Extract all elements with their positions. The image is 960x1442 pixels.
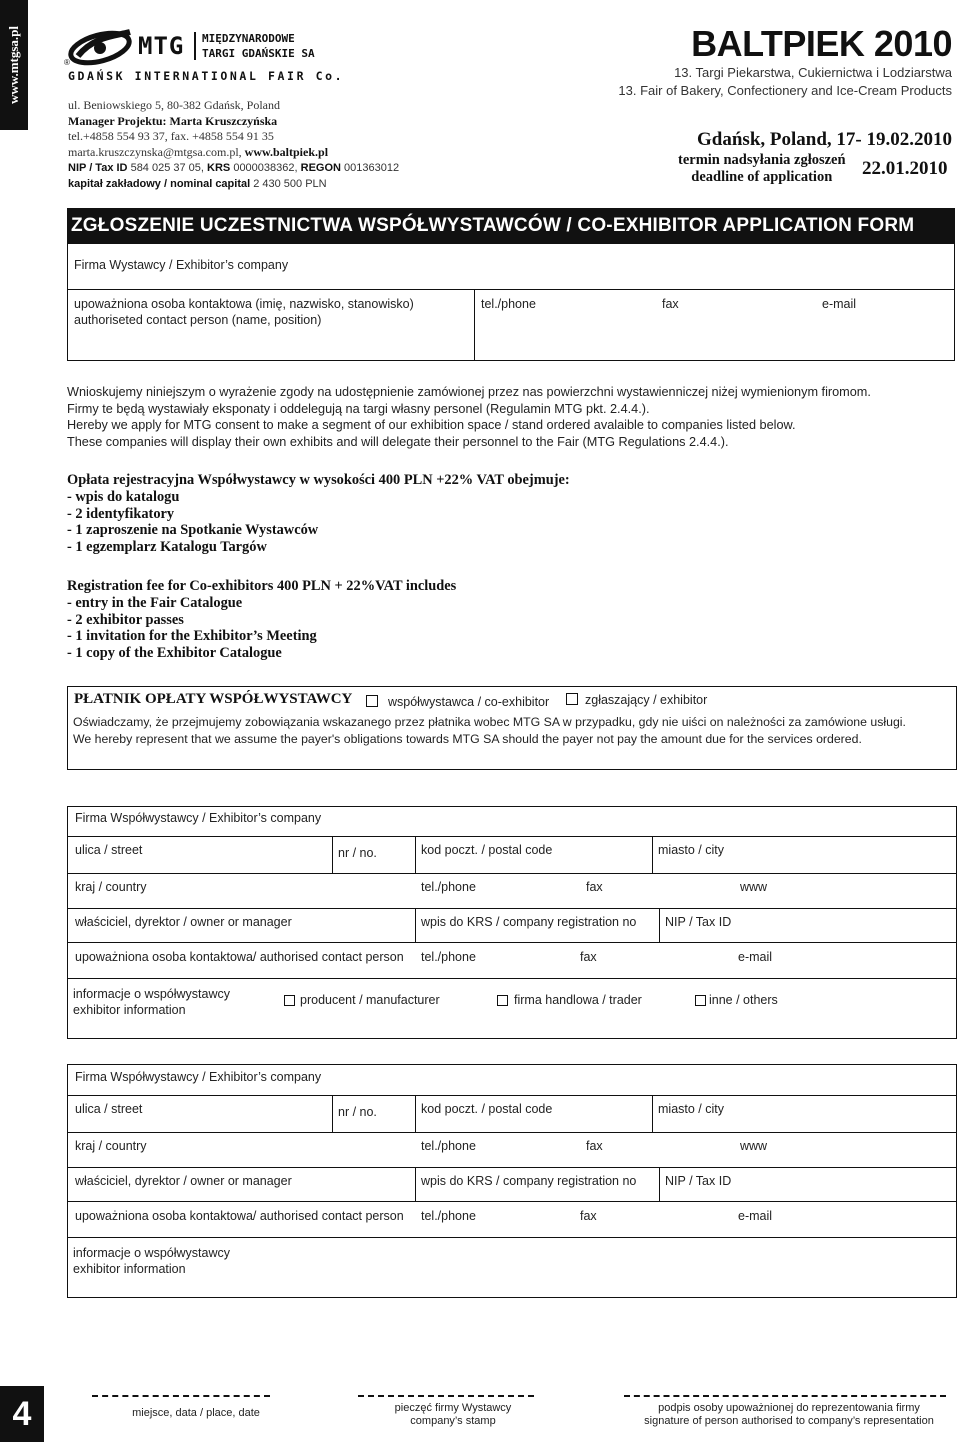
form1-owner-label: właściciel, dyrektor / owner or manager xyxy=(75,915,292,929)
exhibitor-fax-label: fax xyxy=(662,297,679,311)
form1-contact-label: upoważniona osoba kontaktowa/ authorised contact person xyxy=(75,950,404,964)
exhibitor-company-input[interactable] xyxy=(330,252,952,286)
exhibitor-contact-input[interactable] xyxy=(475,313,953,359)
form1-www-label: www xyxy=(740,880,768,894)
form1-email-label: e-mail xyxy=(738,950,773,964)
registered-mark: ® xyxy=(64,58,70,67)
exhibitor-company-label: Firma Wystawcy / Exhibitor’s company xyxy=(74,258,289,272)
payer-exhibitor-label: zgłaszający / exhibitor xyxy=(585,693,708,707)
form1-city-label: miasto / city xyxy=(658,843,724,857)
payer-title: PŁATNIK OPŁATY WSPÓŁWYSTAWCY xyxy=(74,691,353,707)
form2-nr-label: nr / no. xyxy=(338,1105,377,1119)
form2-info-label: informacje o współwystawcy exhibitor information xyxy=(73,1246,230,1276)
form2-company-label: Firma Współwystawcy / Exhibitor’s company xyxy=(75,1070,322,1084)
form2-email-label: e-mail xyxy=(738,1209,773,1223)
form2-contact-phone-label: tel./phone xyxy=(421,1209,476,1223)
form1-trader-label: firma handlowa / trader xyxy=(514,993,642,1007)
form1-others-checkbox[interactable] xyxy=(695,995,706,1006)
form1-col-line xyxy=(332,836,333,873)
stamp-label: pieczęć firmy Wystawcy company’s stamp xyxy=(394,1402,512,1427)
form1-trader-checkbox[interactable] xyxy=(497,995,508,1006)
stamp-line xyxy=(358,1395,534,1397)
form1-postal-label: kod poczt. / postal code xyxy=(421,843,553,857)
form2-contact-fax-label: fax xyxy=(580,1209,597,1223)
logo-name-line1: MIĘDZYNARODOWE xyxy=(202,32,295,45)
form2-krs-label: wpis do KRS / company registration no xyxy=(421,1174,637,1188)
company-ids: NIP / Tax ID 584 025 37 05, KRS 0000038362, REGON 001363012 xyxy=(68,162,400,174)
payer-exhibitor-checkbox[interactable] xyxy=(566,693,578,705)
form1-krs-label: wpis do KRS / company registration no xyxy=(421,915,637,929)
event-title: BALTPIEK 2010 xyxy=(691,23,952,64)
form1-phone-label: tel./phone xyxy=(421,880,476,894)
form1-contact-phone-label: tel./phone xyxy=(421,950,476,964)
form1-row-line xyxy=(67,978,957,979)
form2-row-line xyxy=(67,1237,957,1238)
signature-label: podpis osoby upoważnionej do reprezentowania firmy signature of person authorised to company’s representation xyxy=(644,1402,934,1427)
payer-co-exhibitor-label: współwystawca / co-exhibitor xyxy=(388,695,550,709)
form2-col-line xyxy=(415,1095,416,1132)
form1-row-line xyxy=(67,908,957,909)
project-manager: Manager Projektu: Marta Kruszczyńska xyxy=(68,113,278,128)
form1-info-label: informacje o współwystawcy exhibitor information xyxy=(73,987,230,1017)
form1-row-line xyxy=(67,873,957,874)
fee-list-en: Registration fee for Co-exhibitors 400 PLN + 22%VAT includes - entry in the Fair Catalogue - 2 exhibitor passes - 1 invitation for the Exhibitor’s Meeting - 1 copy of the Exhibitor Catalogue xyxy=(67,578,457,662)
address: ul. Beniowskiego 5, 80-382 Gdańsk, Poland xyxy=(68,98,280,112)
place-date-line xyxy=(92,1395,270,1397)
form1-company-label: Firma Współwystawcy / Exhibitor’s company xyxy=(75,811,322,825)
event-place-date: Gdańsk, Poland, 17- 19.02.2010 xyxy=(697,129,952,150)
signature-line xyxy=(624,1395,946,1397)
form2-col-line xyxy=(652,1095,653,1132)
form1-col-line xyxy=(659,908,660,942)
event-line-en: 13. Fair of Bakery, Confectionery and Ice-Cream Products xyxy=(618,83,952,98)
form1-producer-checkbox[interactable] xyxy=(284,995,295,1006)
exhibitor-email-label: e-mail xyxy=(822,297,857,311)
request-text: Wnioskujemy niniejszym o wyrażenie zgody na udostępnienie zamówionej przez nas powierzchni wystawienniczej niżej wymienionym firomom. Firmy te będą wystawiały eksponaty i oddelegują na targi własny personel (Regulamin MTG pkt. 2.4.4.). Hereby we apply for MTG consent to make a segment of our exhibition space / stand ordered avalaible to companies listed below. These companies will display their own exhibits and will delegate their personnel to the Fair (MTG Regulations 2.4.4.). xyxy=(67,385,871,449)
exhibitor-contact-label: upoważniona osoba kontaktowa (imię, nazwisko, stanowisko) authoriseted contact person (name, position) xyxy=(74,297,414,327)
form2-row-line xyxy=(67,1095,957,1096)
form2-col-line xyxy=(659,1167,660,1201)
capital: kapitał zakładowy / nominal capital 2 430 500 PLN xyxy=(68,177,327,190)
event-line-pl: 13. Targi Piekarstwa, Cukiernictwa i Lodziarstwa xyxy=(674,65,952,80)
fee-list-pl: Opłata rejestracyjna Współwystawcy w wysokości 400 PLN +22% VAT obejmuje: - wpis do katalogu - 2 identyfikatory - 1 zaproszenie na Spotkanie Wystawców - 1 egzemplarz Katalogu Targów xyxy=(67,472,570,556)
logo-divider xyxy=(194,32,196,60)
form1-col-line xyxy=(415,908,416,942)
form2-col-line xyxy=(332,1095,333,1132)
form2-phone-label: tel./phone xyxy=(421,1139,476,1153)
email-web: marta.kruszczynska@mtgsa.com.pl, www.baltpiek.pl xyxy=(68,144,329,159)
form1-col-line xyxy=(652,836,653,873)
form1-contact-fax-label: fax xyxy=(580,950,597,964)
form2-owner-label: właściciel, dyrektor / owner or manager xyxy=(75,1174,292,1188)
page-number: 4 xyxy=(0,1386,44,1442)
form1-country-label: kraj / country xyxy=(75,880,147,894)
place-date-label: miejsce, data / place, date xyxy=(132,1407,260,1419)
logo-name-line2: TARGI GDAŃSKIE SA xyxy=(202,47,315,60)
form1-row-line xyxy=(67,942,957,943)
payer-declaration: Oświadczamy, że przejmujemy zobowiązania wskazanego przez płatnika wobec MTG SA w przypadku, gdy nie uiści on należności za zamówione usługi. We hereby represent that we assume the payer's obligations towards MTG SA should the payer not pay the amount due for the services ordered. xyxy=(73,715,906,746)
event-header xyxy=(618,24,952,100)
mtg-swoosh-icon xyxy=(64,26,136,70)
form2-country-label: kraj / country xyxy=(75,1139,147,1153)
website-side-tab: www.mtgsa.pl xyxy=(0,0,28,130)
form1-col-line xyxy=(415,836,416,873)
form1-fax-label: fax xyxy=(586,880,603,894)
form2-city-label: miasto / city xyxy=(658,1102,724,1116)
form2-www-label: www xyxy=(740,1139,768,1153)
form2-col-line xyxy=(415,1167,416,1201)
form2-fax-label: fax xyxy=(586,1139,603,1153)
form2-nip-label: NIP / Tax ID xyxy=(665,1174,732,1188)
phones: tel.+4858 554 93 37, fax. +4858 554 91 35 xyxy=(68,129,274,143)
form1-nip-label: NIP / Tax ID xyxy=(665,915,732,929)
form-title: ZGŁOSZENIE UCZESTNICTWA WSPÓŁWYSTAWCÓW / CO-EXHIBITOR APPLICATION FORM xyxy=(67,208,955,244)
form2-contact-label: upoważniona osoba kontaktowa/ authorised contact person xyxy=(75,1209,404,1223)
form2-street-label: ulica / street xyxy=(75,1102,143,1116)
logo-brand: MTG xyxy=(138,32,185,60)
exhibitor-box-divider xyxy=(67,289,955,290)
exhibitor-phone-label: tel./phone xyxy=(481,297,536,311)
contact-block xyxy=(68,98,428,192)
form2-row-line xyxy=(67,1132,957,1133)
form1-row-line xyxy=(67,836,957,837)
payer-co-exhibitor-checkbox[interactable] xyxy=(366,695,378,707)
form2-postal-label: kod poczt. / postal code xyxy=(421,1102,553,1116)
form1-nr-label: nr / no. xyxy=(338,846,377,860)
form1-producer-label: producent / manufacturer xyxy=(300,993,440,1007)
form2-row-line xyxy=(67,1201,957,1202)
deadline-label: termin nadsyłania zgłoszeń deadline of application xyxy=(678,152,846,185)
form1-others-label: inne / others xyxy=(709,993,778,1007)
logo-tagline: GDAŃSK INTERNATIONAL FAIR Co. xyxy=(68,69,345,83)
deadline-date: 22.01.2010 xyxy=(862,158,948,179)
form1-street-label: ulica / street xyxy=(75,843,143,857)
form2-row-line xyxy=(67,1167,957,1168)
